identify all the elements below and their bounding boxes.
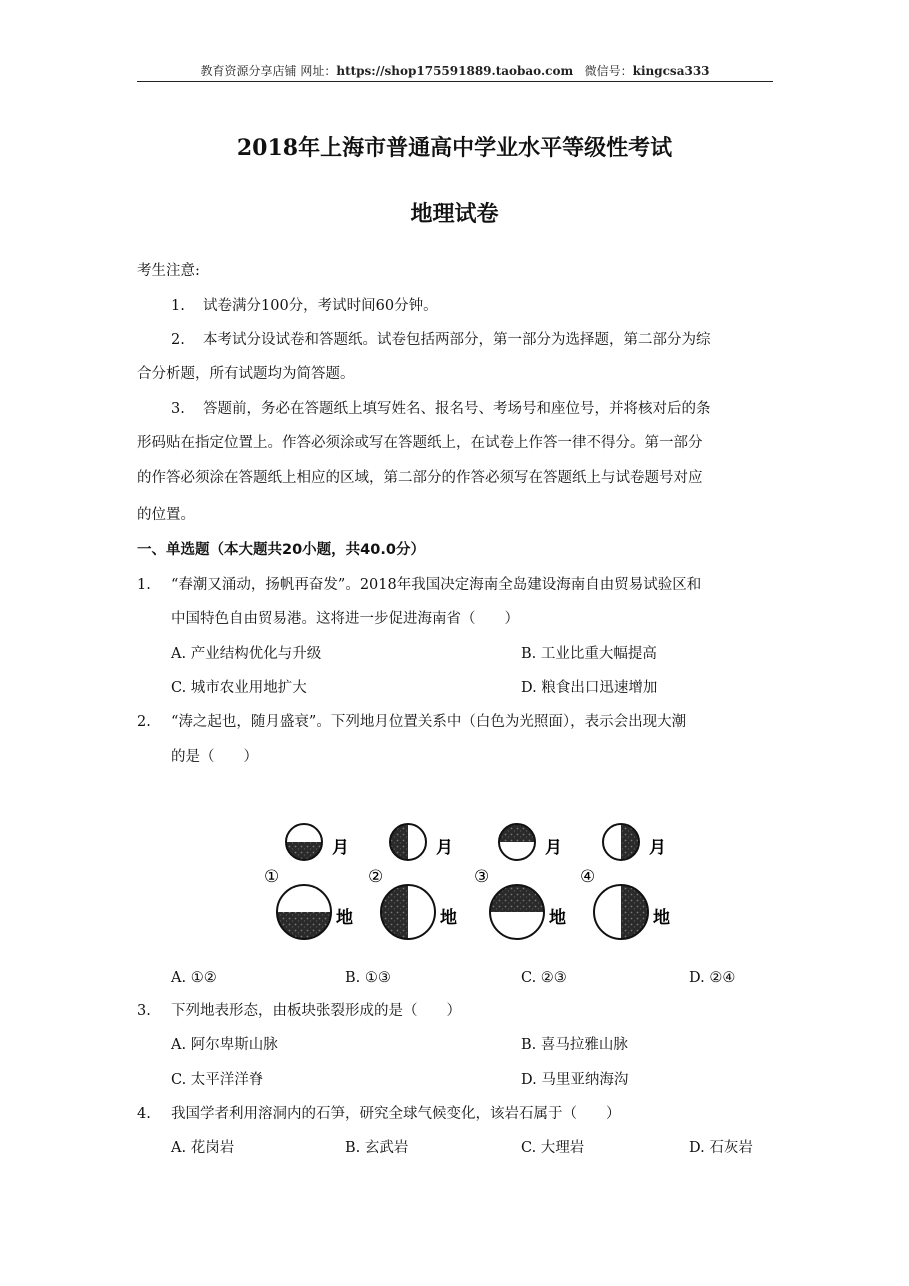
earth-1 bbox=[275, 885, 333, 942]
header-shop: 教育资源分享店铺 bbox=[200, 64, 297, 78]
q4-option-b[interactable]: B. 玄武岩 bbox=[345, 1140, 409, 1156]
moon-label-4: 月 bbox=[649, 838, 666, 858]
notice-text-2a: 本考试分设试卷和答题纸。试卷包括两部分，第一部分为选择题，第二部分为综 bbox=[203, 332, 711, 348]
header-divider bbox=[137, 81, 773, 82]
section-heading: 一、单选题（本大题共20小题，共40.0分） bbox=[137, 542, 425, 558]
q2-num: 2. bbox=[137, 714, 151, 730]
q1-option-a[interactable]: A. 产业结构优化与升级 bbox=[171, 646, 322, 662]
marker-2: ② bbox=[368, 867, 384, 887]
q2-option-b[interactable]: B. ①③ bbox=[345, 970, 391, 986]
q1-stem-2: 中国特色自由贸易港。这将进一步促进海南省（ ） bbox=[171, 611, 519, 627]
exam-title: 2018年上海市普通高中学业水平等级性考试 bbox=[236, 135, 673, 161]
header-wechat: kingcsa333 bbox=[632, 64, 710, 78]
q2-stem-1: “涛之起也，随月盛衰”。下列地月位置关系中（白色为光照面），表示会出现大潮 bbox=[171, 714, 687, 730]
moon-3 bbox=[497, 822, 537, 860]
moon-label-2: 月 bbox=[436, 838, 453, 858]
q1-option-b[interactable]: B. 工业比重大幅提高 bbox=[521, 646, 657, 662]
moon-4 bbox=[603, 822, 641, 862]
q1-option-d[interactable]: D. 粮食出口迅速增加 bbox=[521, 680, 658, 696]
q1-stem-1: “春潮又涌动，扬帆再奋发”。2018年我国决定海南全岛建设海南自由贸易试验区和 bbox=[171, 577, 702, 593]
q3-option-c[interactable]: C. 太平洋洋脊 bbox=[171, 1072, 264, 1088]
earth-label-4: 地 bbox=[653, 908, 670, 928]
notice-heading: 考生注意: bbox=[137, 263, 200, 279]
header-url[interactable]: https://shop175591889.taobao.com bbox=[336, 64, 574, 78]
exam-subtitle: 地理试卷 bbox=[410, 201, 499, 227]
q3-option-d[interactable]: D. 马里亚纳海沟 bbox=[521, 1072, 629, 1088]
header-url-label: 网址： bbox=[300, 64, 337, 78]
notice-text-3a: 答题前，务必在答题纸上填写姓名、报名号、考场号和座位号，并将核对后的条 bbox=[203, 401, 711, 417]
notice-text-3b: 形码贴在指定位置上。作答必须涂或写在答题纸上，在试卷上作答一律不得分。第一部分 bbox=[137, 435, 703, 451]
notice-num-2: 2. bbox=[171, 332, 185, 348]
q3-option-b[interactable]: B. 喜马拉雅山脉 bbox=[521, 1037, 628, 1053]
q2-option-d[interactable]: D. ②④ bbox=[689, 970, 736, 986]
earth-4 bbox=[594, 883, 650, 941]
notice-text-3c: 的作答必须涂在答题纸上相应的区域，第二部分的作答必须写在答题纸上与试卷题号对应 bbox=[137, 470, 703, 486]
q4-num: 4. bbox=[137, 1106, 151, 1122]
q4-option-c[interactable]: C. 大理岩 bbox=[521, 1140, 585, 1156]
page-header bbox=[137, 62, 773, 79]
notice-text-1: 试卷满分100分，考试时间60分钟。 bbox=[203, 298, 438, 314]
earth-label-3: 地 bbox=[549, 908, 566, 928]
figure-group-3 bbox=[474, 822, 566, 939]
notice-num-3: 3. bbox=[171, 401, 185, 417]
figure-group-2 bbox=[368, 822, 457, 941]
marker-3: ③ bbox=[474, 867, 490, 887]
q1-option-c[interactable]: C. 城市农业用地扩大 bbox=[171, 680, 307, 696]
figure-group-1 bbox=[264, 824, 353, 942]
q3-stem: 下列地表形态，由板块张裂形成的是（ ） bbox=[171, 1003, 461, 1019]
q4-stem: 我国学者利用溶洞内的石笋，研究全球气候变化，该岩石属于（ ） bbox=[171, 1106, 621, 1122]
q4-option-d[interactable]: D. 石灰岩 bbox=[689, 1140, 753, 1156]
moon-label-3: 月 bbox=[545, 838, 562, 858]
earth-moon-figure bbox=[258, 815, 688, 955]
q2-option-a[interactable]: A. ①② bbox=[171, 970, 217, 986]
earth-label-2: 地 bbox=[440, 908, 457, 928]
notice-num-1: 1. bbox=[171, 298, 185, 314]
q1-num: 1. bbox=[137, 577, 151, 593]
q2-stem-2: 的是（ ） bbox=[171, 749, 258, 765]
moon-label-1: 月 bbox=[332, 838, 349, 858]
q3-num: 3. bbox=[137, 1003, 151, 1019]
notice-text-2b: 合分析题，所有试题均为简答题。 bbox=[137, 366, 355, 382]
q3-option-a[interactable]: A. 阿尔卑斯山脉 bbox=[171, 1037, 278, 1053]
moon-1 bbox=[284, 824, 324, 862]
marker-4: ④ bbox=[580, 867, 596, 887]
notice-text-3d: 的位置。 bbox=[137, 507, 195, 523]
q4-option-a[interactable]: A. 花岗岩 bbox=[171, 1140, 235, 1156]
header-wechat-label: 微信号： bbox=[584, 64, 633, 78]
marker-1: ① bbox=[264, 867, 280, 887]
figure-group-4 bbox=[580, 822, 670, 941]
earth-3 bbox=[488, 883, 546, 939]
earth-label-1: 地 bbox=[336, 908, 353, 928]
earth-2 bbox=[379, 883, 435, 941]
q2-option-c[interactable]: C. ②③ bbox=[521, 970, 567, 986]
moon-2 bbox=[388, 822, 426, 862]
